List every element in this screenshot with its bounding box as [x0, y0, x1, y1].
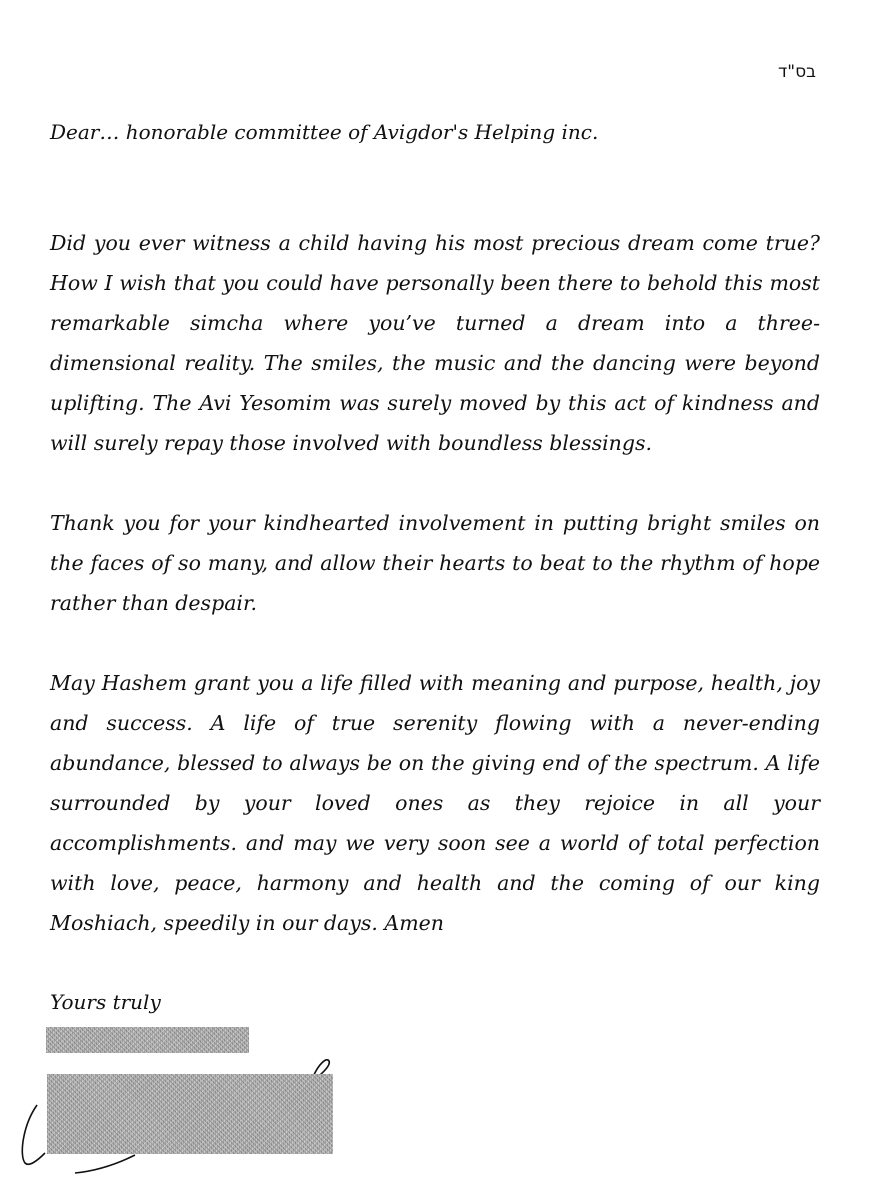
- paragraph-1-text: Did you ever witness a child having his most precious dream come true? How I wish that you could have personally been there to behold this most remarkable simcha where you’ve turned a dream into a three-dimensional reality. The smiles, the music and the dancing were beyond uplifting. The Avi Yesomim was surely moved by this act of kindness and will surely repay those involved with boundless blessings.: [50, 231, 820, 455]
- redacted-name: [46, 1027, 249, 1053]
- paragraph-1: [50, 223, 820, 463]
- paragraph-3-text: May Hashem grant you a life filled with meaning and purpose, health, joy and success. A life of true serenity flowing with a never-ending abundance, blessed to always be on the giving end of the spectrum. A life surrounded by your loved ones as they rejoice in all your accomplishments. and may we very soon see a world of total perfection with love, peace, harmony and health and the coming of our king Moshiach, speedily in our days. Amen: [50, 671, 820, 935]
- redacted-signature: [47, 1074, 333, 1154]
- header-mark: בס"ד: [778, 62, 816, 82]
- paragraph-3: [50, 663, 820, 943]
- salutation: Dear… honorable committee of Avigdor's Helping inc.: [50, 120, 599, 144]
- paragraph-2: [50, 503, 820, 623]
- paragraph-2-text: Thank you for your kindhearted involvement in putting bright smiles on the faces of so many, and allow their hearts to beat to the rhythm of hope rather than despair.: [50, 511, 820, 615]
- closing: Yours truly: [50, 990, 161, 1014]
